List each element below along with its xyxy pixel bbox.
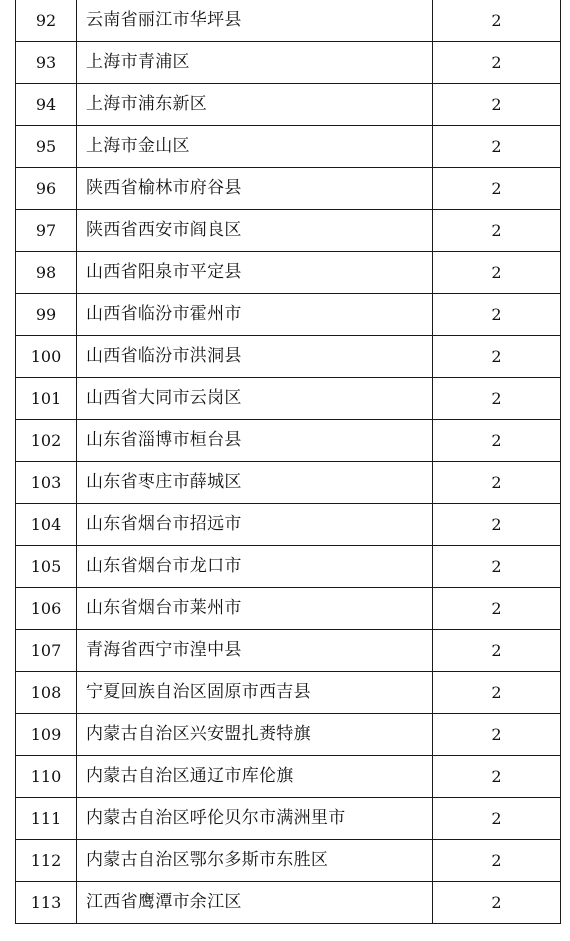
count-cell: 2: [433, 798, 561, 840]
row-index-cell: 108: [16, 672, 77, 714]
row-index-cell: 109: [16, 714, 77, 756]
table-row: [16, 672, 561, 714]
region-name-cell: 山东省烟台市龙口市: [77, 546, 433, 588]
region-name-cell: 内蒙古自治区通辽市库伦旗: [77, 756, 433, 798]
count-cell: 2: [433, 420, 561, 462]
count-cell: 2: [433, 630, 561, 672]
table-row: [16, 462, 561, 504]
count-cell: 2: [433, 714, 561, 756]
row-index-cell: 94: [16, 84, 77, 126]
table-row: [16, 210, 561, 252]
table-row: [16, 126, 561, 168]
region-name-cell: 山西省大同市云岗区: [77, 378, 433, 420]
row-index-cell: 93: [16, 42, 77, 84]
table-row: [16, 798, 561, 840]
table-row: [16, 714, 561, 756]
row-index-cell: 100: [16, 336, 77, 378]
region-name-cell: 山西省阳泉市平定县: [77, 252, 433, 294]
row-index-cell: 101: [16, 378, 77, 420]
row-index-cell: 99: [16, 294, 77, 336]
table-row: [16, 840, 561, 882]
region-name-cell: 山东省枣庄市薛城区: [77, 462, 433, 504]
count-cell: 2: [433, 672, 561, 714]
region-name-cell: 陕西省西安市阎良区: [77, 210, 433, 252]
region-name-cell: 上海市青浦区: [77, 42, 433, 84]
row-index-cell: 112: [16, 840, 77, 882]
row-index-cell: 95: [16, 126, 77, 168]
row-index-cell: 111: [16, 798, 77, 840]
count-cell: 2: [433, 882, 561, 924]
row-index-cell: 107: [16, 630, 77, 672]
table-row: [16, 378, 561, 420]
region-name-cell: 内蒙古自治区鄂尔多斯市东胜区: [77, 840, 433, 882]
data-table: [15, 0, 561, 924]
region-name-cell: 山东省烟台市招远市: [77, 504, 433, 546]
table-row: [16, 756, 561, 798]
count-cell: 2: [433, 462, 561, 504]
table-row: [16, 504, 561, 546]
table-row: [16, 252, 561, 294]
region-name-cell: 青海省西宁市湟中县: [77, 630, 433, 672]
row-index-cell: 110: [16, 756, 77, 798]
region-name-cell: 陕西省榆林市府谷县: [77, 168, 433, 210]
count-cell: 2: [433, 294, 561, 336]
row-index-cell: 96: [16, 168, 77, 210]
table-body: [16, 0, 561, 924]
count-cell: 2: [433, 168, 561, 210]
table-row: [16, 168, 561, 210]
count-cell: 2: [433, 588, 561, 630]
table-row: [16, 546, 561, 588]
region-name-cell: 山西省临汾市霍州市: [77, 294, 433, 336]
region-name-cell: 山西省临汾市洪洞县: [77, 336, 433, 378]
region-name-cell: 山东省烟台市莱州市: [77, 588, 433, 630]
table-row: [16, 42, 561, 84]
count-cell: 2: [433, 42, 561, 84]
row-index-cell: 97: [16, 210, 77, 252]
count-cell: 2: [433, 126, 561, 168]
count-cell: 2: [433, 84, 561, 126]
region-name-cell: 上海市金山区: [77, 126, 433, 168]
row-index-cell: 102: [16, 420, 77, 462]
table-row: [16, 882, 561, 924]
table-row: [16, 588, 561, 630]
region-name-cell: 上海市浦东新区: [77, 84, 433, 126]
table-row: [16, 336, 561, 378]
region-name-cell: 内蒙古自治区兴安盟扎赉特旗: [77, 714, 433, 756]
row-index-cell: 104: [16, 504, 77, 546]
table-row: [16, 0, 561, 42]
row-index-cell: 113: [16, 882, 77, 924]
table-row: [16, 420, 561, 462]
count-cell: 2: [433, 756, 561, 798]
count-cell: 2: [433, 840, 561, 882]
table-row: [16, 294, 561, 336]
row-index-cell: 103: [16, 462, 77, 504]
count-cell: 2: [433, 546, 561, 588]
table-row: [16, 630, 561, 672]
count-cell: 2: [433, 252, 561, 294]
table-row: [16, 84, 561, 126]
region-name-cell: 云南省丽江市华坪县: [77, 0, 433, 42]
count-cell: 2: [433, 378, 561, 420]
region-name-cell: 江西省鹰潭市余江区: [77, 882, 433, 924]
region-name-cell: 山东省淄博市桓台县: [77, 420, 433, 462]
count-cell: 2: [433, 504, 561, 546]
count-cell: 2: [433, 336, 561, 378]
row-index-cell: 105: [16, 546, 77, 588]
row-index-cell: 92: [16, 0, 77, 42]
region-name-cell: 内蒙古自治区呼伦贝尔市满洲里市: [77, 798, 433, 840]
region-table: [15, 0, 560, 924]
row-index-cell: 106: [16, 588, 77, 630]
count-cell: 2: [433, 210, 561, 252]
region-name-cell: 宁夏回族自治区固原市西吉县: [77, 672, 433, 714]
count-cell: 2: [433, 0, 561, 42]
row-index-cell: 98: [16, 252, 77, 294]
